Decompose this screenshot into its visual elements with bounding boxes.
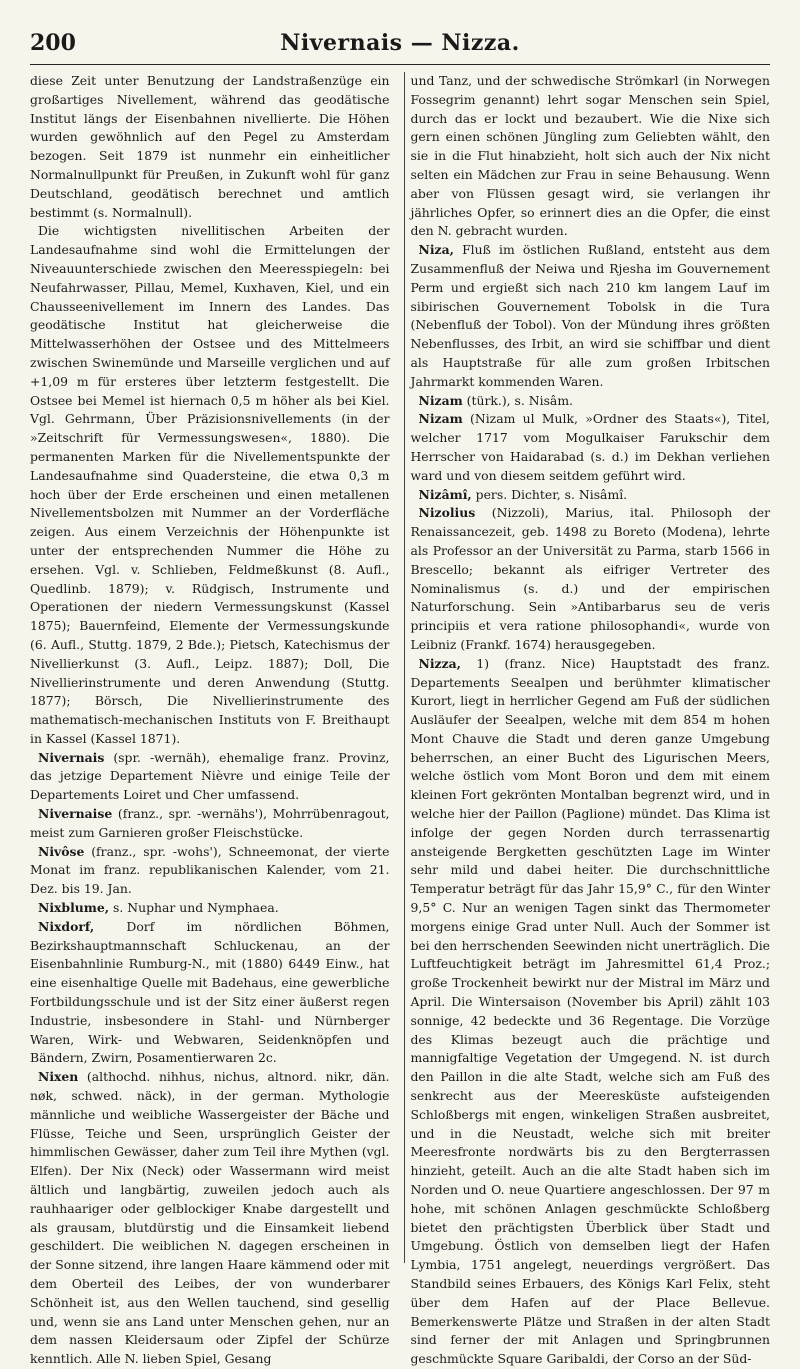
page-number: 200 bbox=[30, 30, 76, 56]
entry-text: (franz., spr. -wohs'), Schneemonat, der vierte Monat im franz. republikanischen Kalender, vom 21. Dez. bis 19. Jan. bbox=[30, 843, 390, 897]
entry-headword: Nizza, bbox=[418, 655, 461, 671]
dictionary-entry bbox=[30, 749, 390, 805]
entry-headword: Nixblume, bbox=[38, 900, 110, 916]
dictionary-entry bbox=[411, 486, 771, 505]
entry-headword: Nizolius bbox=[418, 505, 476, 521]
dictionary-entry bbox=[30, 1068, 390, 1369]
dictionary-entry bbox=[30, 918, 390, 1068]
entry-headword: Nixdorf, bbox=[38, 918, 95, 934]
entry-headword: Nizam bbox=[418, 392, 463, 408]
entry-headword: Nizâmî, bbox=[418, 486, 472, 502]
dictionary-entry bbox=[30, 843, 390, 899]
text-paragraph bbox=[30, 72, 390, 222]
entry-headword: Nivernais bbox=[38, 749, 105, 765]
dictionary-entry bbox=[411, 241, 771, 391]
entry-text: Fluß im östlichen Rußland, entsteht aus dem Zusammenfluß der Neiwa und Rjesha im Gouvernement Perm und ergießt sich nach 210 km langem Lauf im sibirischen Gouvernement Tobolsk in die Tura (Nebenfluß der Tobol). Von der Mündung ihres größten Nebenflusses, des Irbit, an wird sie schiffbar und dient als Hauptstraße für alle zum großen Irbitschen Jahrmarkt kommenden Waren. bbox=[410, 242, 770, 389]
entry-text: diese Zeit unter Benutzung der Landstraßenzüge ein großartiges Nivellement, während das geodätische Institut längs der Eisenbahnen nivellierte. Die Höhen wurden gewöhnlich auf den Pegel zu Amsterdam bezogen. Seit 1879 ist nunmehr ein einheitlicher Normalnullpunkt für Preußen, in Zukunft wohl für ganz Deutschland, geodätisch berechnet und amtlich bestimmt (s. Normalnull). bbox=[30, 73, 390, 220]
entry-text: (Nizzoli), Marius, ital. Philosoph der Renaissancezeit, geb. 1498 zu Boreto (Modena), lehrte als Professor an der Universität zu Parma, starb 1566 in Brescello; bekannt als eifriger Vertreter des Nominalismus (s. d.) und der empirischen Naturforschung. Sein »Antibarbarus seu de veris principiis et vera ratione philosophandi«, wurde von Leibniz (Frankf. 1674) herausgegeben. bbox=[410, 505, 770, 652]
entry-headword: Nixen bbox=[38, 1069, 79, 1085]
entry-text: Die wichtigsten nivellitischen Arbeiten der Landesaufnahme sind wohl die Ermittelungen der Niveauunterschiede zwischen den Meeresspiegeln: bei Neufahrwasser, Pillau, Memel, Kuxhaven, Kiel, und ein Chausseenivellement im Innern des Landes. Das geodätische Institut hat gleicherweise die Mittelwasserhöhen der Ostsee und des Mittelmeers zwischen Swinemünde und Marseille verglichen und auf +1,09 m für ersteres über letzterm festgestellt. Die Ostsee bei Memel ist hiernach 0,5 m höher als bei Kiel. Vgl. Gehrmann, Über Präzisionsnivellements (in der »Zeitschrift für Vermessungswesen«, 1880). Die permanenten Marken für die Nivellementspunkte der Landesaufnahme sind Quadersteine, die etwa 0,3 m hoch über der Erde erscheinen und einen metallenen Nivellementsbolzen mit Nummer an der Vorderfläche zeigen. Aus einem Verzeichnis der Höhenpunkte ist unter der entsprechenden Nummer die Höhe zu ersehen. Vgl. v. Schlieben, Feldmeßkunst (8. Aufl., Quedlinb. 1879); v. Rüdgisch, Instrumente und Operationen der niedern Vermessungskunst (Kassel 1875); Bauernfeind, Elemente der Vermessungskunde (6. Aufl., Stuttg. 1879, 2 Bde.); Pietsch, Katechismus der Nivellierkunst (3. Aufl., Leipz. 1887); Doll, Die Nivellierinstrumente und deren Anwendung (Stuttg. 1877); Börsch, Die Nivellierinstrumente des mathematisch-mechanischen Instituts von F. Breithaupt in Kassel (Kassel 1871). bbox=[30, 223, 390, 746]
text-paragraph bbox=[30, 222, 390, 748]
dictionary-entry bbox=[411, 504, 771, 654]
entry-text: (spr. -wernäh), ehemalige franz. Provinz, das jetzige Departement Nièvre und einige Teile der Departements Loiret und Cher umfassend. bbox=[30, 749, 390, 803]
entry-text: (franz., spr. -wernähs'), Mohrrübenragout, meist zum Garnieren großer Fleischstücke. bbox=[30, 806, 390, 840]
entry-text: Dorf im nördlichen Böhmen, Bezirkshauptmannschaft Schluckenau, an der Eisenbahnlinie Rumburg-N., mit (1880) 6449 Einw., hat eine eisenhaltige Quelle mit Badehaus, eine gewerbliche Fortbildungsschule und ist der Sitz einer äußerst regen Industrie, insbesondere in Stahl- und Nürnberger Waren, Wirk- und Webwaren, Seidenknöpfen und Bändern, Zwirn, Posamentierwaren 2c. bbox=[30, 918, 390, 1066]
entry-text: (Nizam ul Mulk, »Ordner des Staats«), Titel, welcher 1717 vom Mogulkaiser Farukschir dem Herrscher von Haidarabad (s. d.) im Dekhan verliehen ward und von diesem seitdem geführt wird. bbox=[410, 411, 770, 483]
entry-headword: Nivôse bbox=[38, 843, 85, 859]
page-header bbox=[30, 30, 770, 65]
text-paragraph bbox=[411, 72, 771, 241]
entry-headword: Nivernaise bbox=[38, 806, 113, 822]
text-columns bbox=[30, 72, 770, 1367]
entry-text: und Tanz, und der schwedische Strömkarl (in Norwegen Fossegrim genannt) lehrt sogar Menschen sein Spiel, durch das er lockt und bezaubert. Wie die Nixe sich gern einen schönen Jüngling zum Geliebten wählt, den sie in die Flut hinabzieht, holt sich auch der Nix nicht selten ein Mädchen zur Frau in seine Behausung. Wenn aber von Flüssen gesagt wird, sie verlangen ihr jährliches Opfer, so erinnert dies an die Opfer, die einst den N. gebracht wurden. bbox=[410, 73, 770, 239]
entry-text: (althochd. nihhus, nichus, altnord. nikr, dän. nøk, schwed. näck), in der german. Mythologie männliche und weibliche Wassergeister der Bäche und Flüsse, Teiche und Seen, ursprünglich Geister der himmlischen Gewässer, daher zum Teil ihre Mythen (vgl. Elfen). Der Nix (Neck) oder Wassermann wird meist ältlich und langbärtig, zuweilen jedoch auch als rauhhaariger oder gelblockiger Knabe dargestellt und als grausam, blutdürstig und die Einsamkeit liebend geschildert. Die weiblichen N. dagegen erscheinen in der Sonne sitzend, ihre langen Haare kämmend oder mit dem Oberteil des Leibes, der von wunderbarer Schönheit ist, aus den Wellen tauchend, sind gesellig und, wenn sie ans Land unter Menschen gehen, nur an dem nassen Kleidersaum oder Zipfel der Schürze kenntlich. Alle N. lieben Spiel, Gesang bbox=[30, 1069, 390, 1367]
dictionary-entry bbox=[30, 899, 390, 918]
dictionary-entry bbox=[411, 655, 771, 1369]
entry-text: (türk.), s. Nisâm. bbox=[462, 392, 574, 408]
entry-text: pers. Dichter, s. Nisâmî. bbox=[471, 486, 628, 502]
dictionary-entry bbox=[411, 392, 771, 411]
right-column bbox=[404, 72, 771, 1367]
entry-headword: Nizam bbox=[418, 411, 463, 427]
entry-text: s. Nuphar und Nymphaea. bbox=[109, 900, 279, 916]
dictionary-entry bbox=[30, 805, 390, 843]
entry-text: 1) (franz. Nice) Hauptstadt des franz. Departements Seealpen und berühmter klimatischer Kurort, liegt in herrlicher Gegend am Fuß der südlichen Ausläufer der Seealpen, welche mit dem 854 m hohen Mont Chauve die Stadt und deren ganze Umgebung beherrschen, an einer Bucht des Ligurischen Meers, welche östlich vom Mont Boron und dem mit einem kleinen Fort gekrönten Montalban begrenzt wird, und in welche hier der Paillon (Paglione) mündet. Das Klima ist infolge der gegen Norden durch terrassenartig ansteigende Bergketten geschützten Lage im Winter sehr mild und dabei heiter. Die durchschnittliche Temperatur beträgt für das Jahr 15,9° C., für den Winter 9,5° C. Nur an wenigen Tagen sinkt das Thermometer morgens einige Grad unter Null. Auch der Sommer ist bei den herrschenden Seewinden nicht unerträglich. Die Luftfeuchtigkeit beträgt im Jahresmittel 61,4 Proz.; große Trockenheit bewirkt nur der Mistral im März und April. Die Wintersaison (November bis April) zählt 103 sonnige, 42 bedeckte und 36 Regentage. Die Vorzüge des Klimas bezeugt auch die prächtige und mannigfaltige Vegetation der Umgegend. N. ist durch den Paillon in die alte Stadt, welche sich am Fuß des senkrecht aus der Meeresküste aufsteigenden Schloßbergs mit engen, winkeligen Straßen ausbreitet, und in die Neustadt, welche sich mit breiter Meeresfronte nordwärts bis zu den Bergterrassen hinzieht, geteilt. Auch an die alte Stadt haben sich im Norden und O. neue Quartiere angeschlossen. Der 97 m hohe, mit schönen Anlagen geschmückte Schloßberg bietet den prächtigsten Überblick über Stadt und Umgebung. Östlich von demselben liegt der Hafen Lymbia, 1751 angelegt, neuerdings vergrößert. Das Standbild seines Erbauers, des Königs Karl Felix, steht über dem Hafen auf der Place Bellevue. Bemerkenswerte Plätze und Straßen in der alten Stadt sind ferner der mit Anlagen und Springbrunnen geschmückte Square Garibaldi, der Corso an der Süd- bbox=[410, 655, 770, 1367]
left-column bbox=[30, 72, 390, 1367]
dictionary-entry bbox=[411, 410, 771, 485]
running-title: Nivernais — Nizza. bbox=[280, 30, 520, 56]
entry-headword: Niza, bbox=[418, 242, 454, 258]
